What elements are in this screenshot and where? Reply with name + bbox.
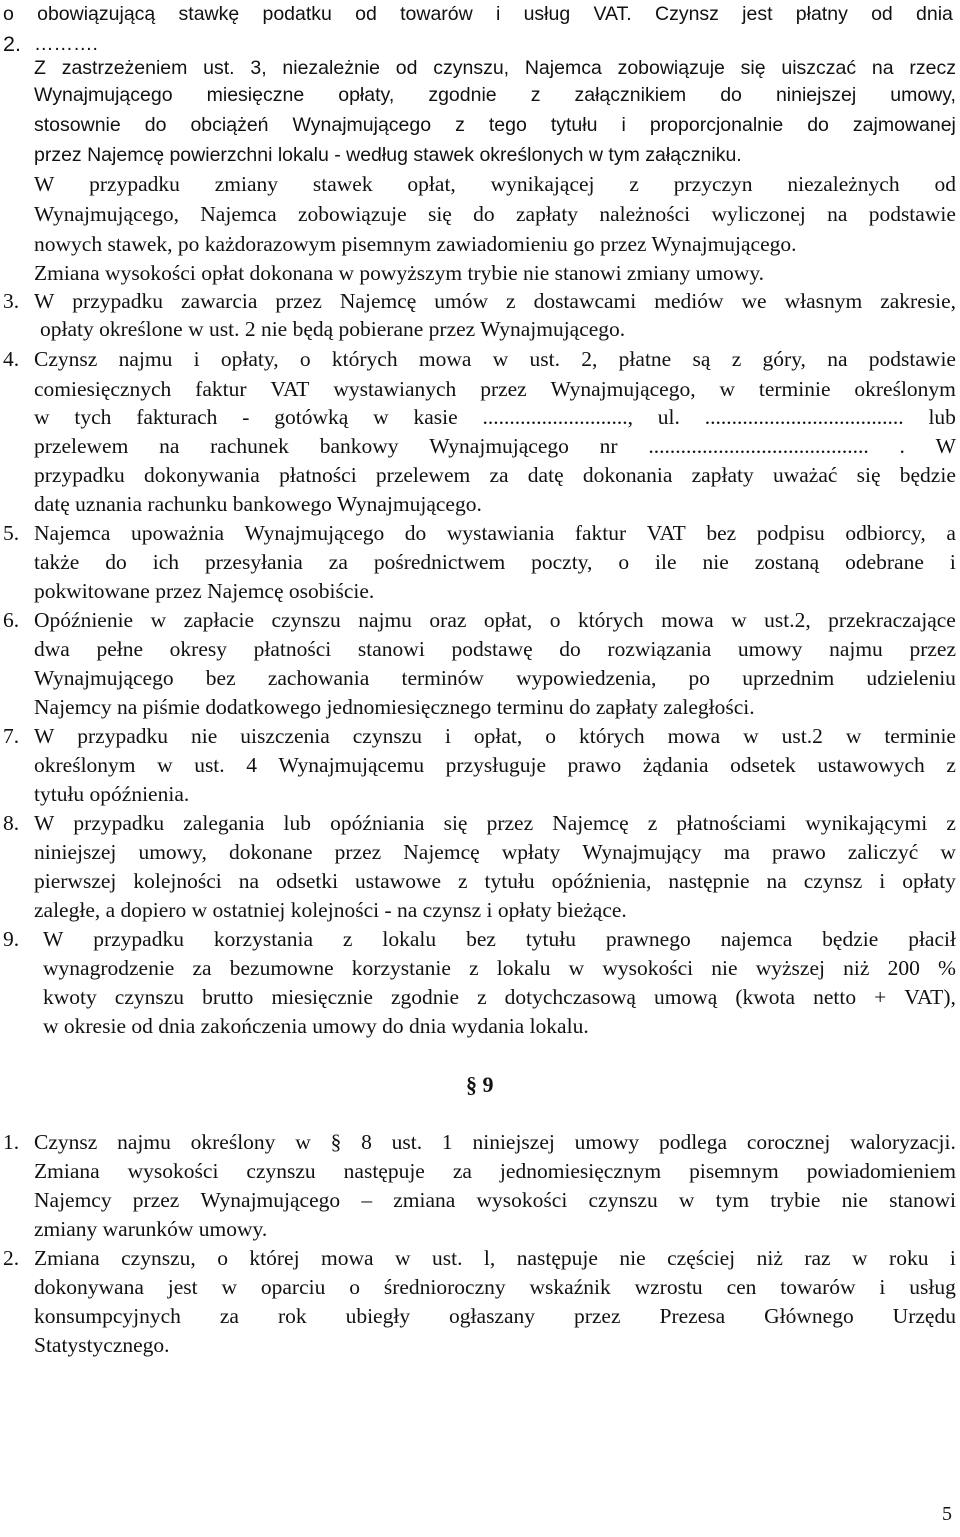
page-number: 5 [942,1503,952,1525]
list-number: 4. [3,347,20,371]
text-line: wynagrodzenie za bezumowne korzystanie z lokalu w wysokości nie wyższej niż 200 % [43,956,956,980]
text-line: nowych stawek, po każdorazowym pisemnym zawiadomieniu go przez Wynajmującego. [34,232,797,256]
text-line: W przypadku zalegania lub opóźniania się przez Najemcę z płatnościami wynikającymi z [34,811,956,835]
text-line: określonym w ust. 4 Wynajmującemu przysługuje prawo żądania odsetek ustawowych z [34,753,956,777]
text-line: W przypadku nie uiszczenia czynszu i opłat, o których mowa w ust.2 w terminie [34,724,956,748]
text-line: comiesięcznych faktur VAT wystawianych przez Wynajmującego, w terminie określonym [34,377,956,401]
text-line: W przypadku zmiany stawek opłat, wynikającej z przyczyn niezależnych od [34,172,956,196]
text-line: dokonywana jest w oparciu o średnioroczny wskaźnik wzrostu cen towarów i usług [34,1275,956,1299]
text-line: zmiany warunków umowy. [34,1217,268,1241]
text-line: konsumpcyjnych za rok ubiegły ogłaszany przez Prezesa Głównego Urzędu [34,1304,956,1328]
list-number: 5. [3,521,20,545]
text-line: Statystycznego. [34,1333,170,1357]
text-line: przypadku dokonywania płatności przelewem za datę dokonania zapłaty uważać się będzie [34,463,956,487]
list-number: 6. [3,608,20,632]
text-line: przelewem na rachunek bankowy Wynajmującego nr ......................................... . W [34,434,956,458]
text-line: kwoty czynszu brutto miesięcznie zgodnie z dotychczasową umową (kwota netto + VAT), [43,985,956,1009]
text-line: przez Najemcę powierzchni lokalu - według stawek określonych w tym załączniku. [34,144,742,166]
text-line: dwa pełne okresy płatności stanowi podstawę do rozwiązania umowy najmu przez [34,637,956,661]
text-line: Najemcy przez Wynajmującego – zmiana wysokości czynszu w tym trybie nie stanowi [34,1188,956,1212]
text-line: Zmiana wysokości czynszu następuje za jednomiesięcznym pisemnym powiadomieniem [34,1159,956,1183]
text-line: Zmiana czynszu, o której mowa w ust. l, następuje nie częściej niż raz w roku i [34,1246,956,1270]
text-line: Z zastrzeżeniem ust. 3, niezależnie od czynszu, Najemca zobowiązuje się uiszczać na rzecz [34,57,956,79]
list-number: 3. [3,289,20,313]
text-line: W przypadku korzystania z lokalu bez tytułu prawnego najemca będzie płacił [43,927,956,951]
text-line: stosownie do obciążeń Wynajmującego z tego tytułu i proporcjonalnie do zajmowanej [34,114,956,136]
text-line: tytułu opóźnienia. [34,782,190,806]
text-line: Wynajmującego bez zachowania terminów wypowiedzenia, po uprzednim udzieleniu [34,666,956,690]
text-line: Czynsz najmu i opłaty, o których mowa w ust. 2, płatne są z góry, na podstawie [34,347,956,371]
text-line: pokwitowane przez Najemcę osobiście. [34,579,375,603]
list-number: 1. [3,1130,20,1154]
text-line: w okresie od dnia zakończenia umowy do dnia wydania lokalu. [43,1014,589,1038]
text-line: także do ich przesyłania za pośrednictwem poczty, o ile nie zostaną odebrane i [34,550,956,574]
list-number: 2. [3,1246,20,1270]
list-number: 7. [3,724,20,748]
text-line: Czynsz najmu określony w § 8 ust. 1 niniejszej umowy podlega corocznej waloryzacji. [34,1130,956,1154]
list-number: 9. [3,927,20,951]
text-line: zaległe, a dopiero w ostatniej kolejności - na czynsz i opłaty bieżące. [34,898,627,922]
text-line: datę uznania rachunku bankowego Wynajmującego. [34,492,482,516]
list-number: 2. [3,32,21,56]
text-line: Najemcy na piśmie dodatkowego jednomiesięcznego terminu do zapłaty zaległości. [34,695,755,719]
text-line: opłaty określone w ust. 2 nie będą pobierane przez Wynajmującego. [40,317,626,341]
list-number: 8. [3,811,20,835]
text-line: niniejszej umowy, dokonane przez Najemcę wpłaty Wynajmujący ma prawo zaliczyć w [34,840,956,864]
text-line: pierwszej kolejności na odsetki ustawowe z tytułu opóźnienia, następnie na czynsz i opłaty [34,869,956,893]
text-line: ………. [34,33,98,55]
text-line: Wynajmującego, Najemca zobowiązuje się do zapłaty należności wyliczonej na podstawie [34,202,956,226]
text-line: W przypadku zawarcia przez Najemcę umów z dostawcami mediów we własnym zakresie, [34,289,956,313]
section-heading: § 9 [466,1072,494,1097]
text-line: o obowiązującą stawkę podatku od towarów i usług VAT. Czynsz jest płatny od dnia [3,3,953,25]
text-line: w tych fakturach - gotówką w kasie ..........................., ul. ..................................... lub [34,405,956,429]
text-line: Wynajmującego miesięczne opłaty, zgodnie z załącznikiem do niniejszej umowy, [34,84,956,106]
text-line: Zmiana wysokości opłat dokonana w powyższym trybie nie stanowi zmiany umowy. [34,261,765,285]
text-line: Opóźnienie w zapłacie czynszu najmu oraz opłat, o których mowa w ust.2, przekraczające [34,608,956,632]
text-line: Najemca upoważnia Wynajmującego do wystawiania faktur VAT bez podpisu odbiorcy, a [34,521,956,545]
